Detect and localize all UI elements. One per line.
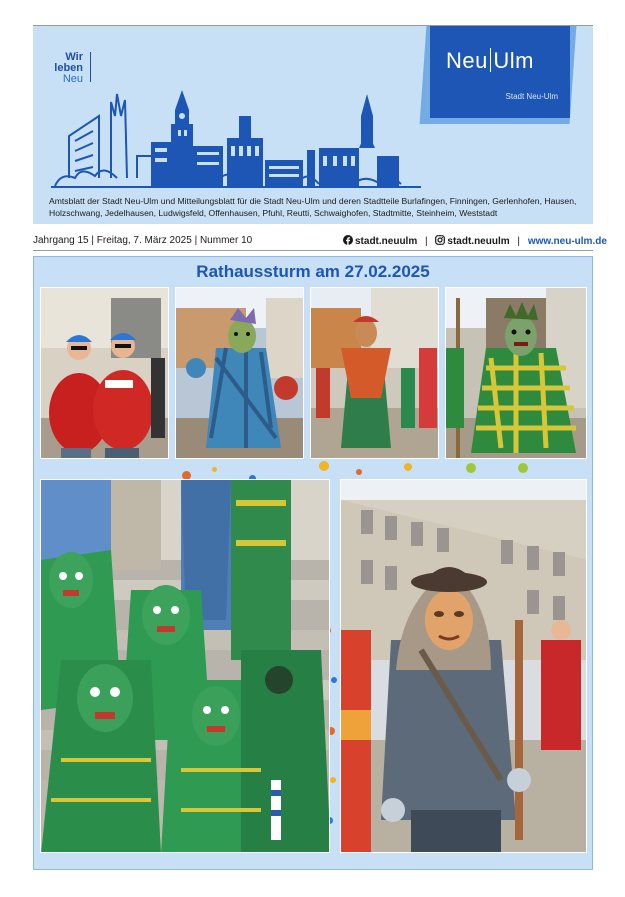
photo-green-witches	[40, 479, 330, 853]
photo-green-yellow-costume	[445, 287, 587, 459]
confetti-dot	[404, 463, 412, 471]
logo-wordmark: Neu Ulm	[446, 48, 534, 73]
facebook-handle[interactable]: stadt.neuulm	[355, 236, 418, 247]
slogan-line-2: leben	[54, 62, 83, 74]
slogan-divider	[90, 52, 91, 82]
confetti-dot	[212, 467, 217, 472]
photo-red-hoodies	[40, 287, 169, 459]
confetti-dot	[518, 463, 528, 473]
confetti-dot	[331, 677, 337, 683]
issue-rule	[33, 250, 593, 251]
header-banner	[33, 26, 593, 224]
city-logo	[430, 26, 570, 118]
photo-masked-figure	[340, 479, 587, 853]
slogan	[51, 52, 83, 85]
photo-blue-costume	[175, 287, 304, 459]
instagram-icon	[435, 235, 445, 245]
website-link[interactable]: www.neu-ulm.de	[527, 236, 607, 247]
slogan-line-1: Wir	[65, 51, 83, 63]
issue-info: Jahrgang 15 | Freitag, 7. März 2025 | Nummer 10	[33, 235, 253, 246]
logo-subtitle: Stadt Neu-Ulm	[505, 92, 558, 101]
photo-orange-mask	[310, 287, 439, 459]
instagram-handle[interactable]: stadt.neuulm	[447, 236, 510, 247]
panel-title: Rathaussturm am 27.02.2025	[196, 262, 430, 281]
confetti-dot	[330, 777, 336, 783]
social-separator-2: |	[517, 236, 521, 247]
social-links	[343, 235, 607, 247]
city-skyline-illustration	[51, 86, 421, 191]
social-separator: |	[425, 236, 428, 247]
confetti-dot	[356, 469, 362, 475]
amtsblatt-description: Amtsblatt der Stadt Neu-Ulm und Mitteilungsblatt für die Stadt Neu-Ulm und deren Stadtteile Burlafingen, Finningen, Gerlenhofen, Hausen, Holzschwang, Jedelhausen, Ludwigsfeld, Offenhausen, Pfuhl, Reutti, Schwaighofen, Stadtmitte, Steinheim, Weststadt	[49, 196, 577, 218]
confetti-dot	[466, 463, 476, 473]
slogan-line-3: Neu	[62, 73, 83, 85]
photo-panel	[33, 256, 593, 870]
confetti-dot	[319, 461, 329, 471]
facebook-icon	[343, 235, 353, 245]
